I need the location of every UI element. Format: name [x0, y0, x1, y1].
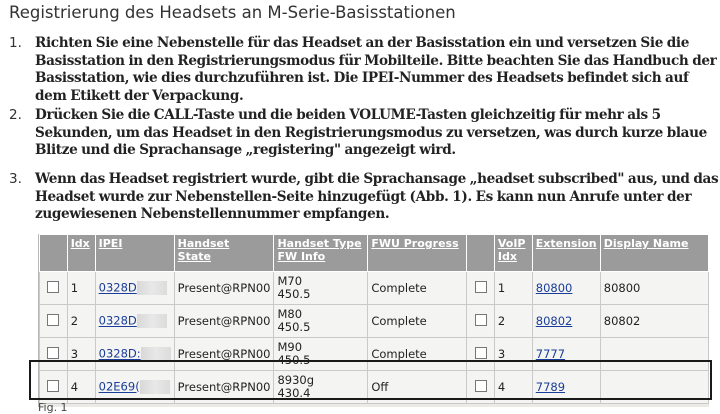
step-number: 3.: [9, 171, 22, 187]
handset-state-column-header[interactable]: Handset State: [174, 235, 274, 272]
instruction-step-2: [9, 107, 719, 160]
ipei-column-header[interactable]: IPEI: [95, 235, 174, 272]
table-row: [40, 305, 709, 338]
voip-idx-cell: 1: [494, 272, 532, 305]
instruction-step-1: [9, 35, 719, 105]
fwu-cell: Complete: [368, 338, 467, 371]
voip-idx-cell: 2: [494, 305, 532, 338]
ipei-cell[interactable]: 02E69(: [95, 371, 174, 404]
row-checkbox[interactable]: [40, 272, 68, 305]
idx-column-header[interactable]: Idx: [67, 235, 95, 272]
highlight-frame: [29, 360, 712, 400]
fwu-progress-column-header[interactable]: FWU Progress: [368, 235, 467, 272]
voip-checkbox[interactable]: [467, 272, 495, 305]
table-row: [40, 272, 709, 305]
voip-idx-cell: 3: [494, 338, 532, 371]
figure-caption: Fig. 1: [38, 401, 68, 414]
idx-cell: 1: [67, 272, 95, 305]
row-checkbox[interactable]: [40, 305, 68, 338]
fw-info-cell: M80 450.5: [274, 305, 368, 338]
step-text: Richten Sie eine Nebenstelle für das Headset an der Basisstation ein und versetzen Sie die Basisstation in den Registrierungsmodus für Mobilteile. Bitte beachten Sie das Handbuch der Basisstation, wie dies durchzuführen ist. Die IPEI-Nummer des Headsets befindet sich auf dem Etikett der Verpackung.: [35, 35, 717, 104]
extension-cell[interactable]: 7777: [532, 338, 600, 371]
fw-info-cell: M70 450.5: [274, 272, 368, 305]
state-cell: Present@RPN00: [174, 305, 274, 338]
instruction-step-3: [9, 171, 719, 224]
extension-column-header[interactable]: Extension: [532, 235, 600, 272]
ipei-cell[interactable]: 0328D:: [95, 338, 174, 371]
extension-cell[interactable]: 80802: [532, 305, 600, 338]
redacted-mark: [137, 281, 167, 295]
extension-cell[interactable]: 80800: [532, 272, 600, 305]
display-name-cell: 80802: [600, 305, 708, 338]
display-name-cell: 80800: [600, 272, 708, 305]
idx-cell: 3: [67, 338, 95, 371]
ipei-cell[interactable]: 0328D: [95, 305, 174, 338]
voip-idx-column-header[interactable]: VoIP Idx: [494, 235, 532, 272]
table-header-row: [40, 235, 709, 272]
redacted-mark: [137, 314, 167, 328]
fwu-cell: Off: [368, 371, 467, 404]
voip-checkbox[interactable]: [467, 305, 495, 338]
step-number: 1.: [9, 35, 22, 51]
step-text: Wenn das Headset registriert wurde, gibt die Sprachansage „headset subscribed" aus, und das Headset wurde zur Nebenstellen-Seite hinzugefügt (Abb. 1). Es kann nun Anrufe unter der zugewiesenen Nebenstellennummer empfangen.: [35, 171, 719, 222]
select-column-header: [40, 235, 68, 272]
state-cell: Present@RPN00: [174, 371, 274, 404]
idx-cell: 2: [67, 305, 95, 338]
step-number: 2.: [9, 107, 22, 123]
fw-info-cell: 8930g 430.4: [274, 371, 368, 404]
page-title: Registrierung des Headsets an M-Serie-Basisstationen: [9, 3, 456, 22]
voip-idx-cell: 4: [494, 371, 532, 404]
voip-select-column-header: [467, 235, 495, 272]
redacted-mark: [141, 347, 171, 361]
display-name-column-header[interactable]: Display Name: [600, 235, 708, 272]
state-cell: Present@RPN00: [174, 338, 274, 371]
fw-info-column-header[interactable]: Handset Type FW Info: [274, 235, 368, 272]
idx-cell: 4: [67, 371, 95, 404]
state-cell: Present@RPN00: [174, 272, 274, 305]
extension-cell[interactable]: 7789: [532, 371, 600, 404]
step-text: Drücken Sie die CALL-Taste und die beiden VOLUME-Tasten gleichzeitig für mehr als 5 Sekunden, um das Headset in den Registrierungsmodus zu versetzen, was durch kurze blaue Blitze und die Sprachansage „registering" angezeigt wird.: [35, 107, 707, 158]
ipei-cell[interactable]: 0328D: [95, 272, 174, 305]
fwu-cell: Complete: [368, 305, 467, 338]
fw-info-cell: M90 450.5: [274, 338, 368, 371]
fwu-cell: Complete: [368, 272, 467, 305]
